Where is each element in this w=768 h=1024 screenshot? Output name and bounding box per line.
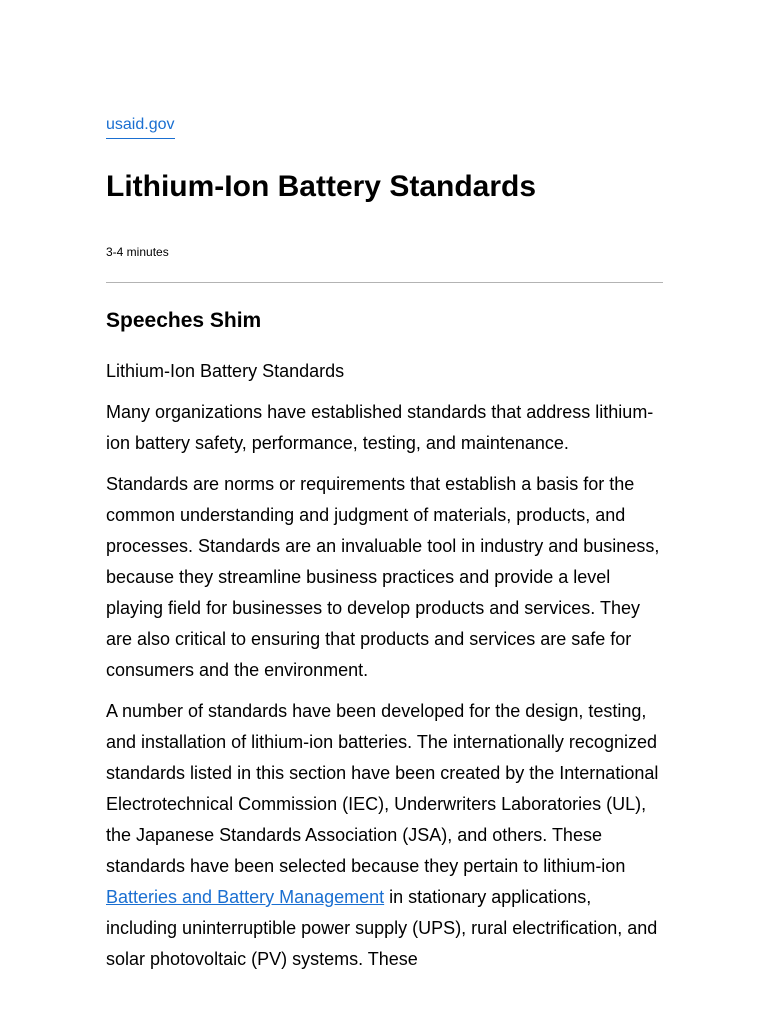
paragraph-intro: Many organizations have established standards that address lithium-ion battery safety, performance, testing, and maintenance.	[106, 402, 654, 453]
paragraph-standards-definition: Standards are norms or requirements that establish a basis for the common understanding and judgment of materials, products, and processes. Standards are an invaluable tool in industry and business, because they streamline business practices and provide a level playing field for businesses to develop products and services. They are also critical to ensuring that products and services are safe for consumers and the environment.	[106, 474, 660, 680]
divider	[106, 282, 663, 283]
paragraph-standards-developed	[106, 696, 663, 975]
paragraph-text-before-link: A number of standards have been developed for the design, testing, and installation of lithium-ion batteries. The internationally recognized standards listed in this section have been created by the International Electrotechnical Commission (IEC), Underwriters Laboratories (UL), the Japanese Standards Association (JSA), and others. These standards have been selected because they pertain to lithium-ion	[106, 701, 659, 876]
paragraph-text-after-link: in stationary applications, including uninterruptible power supply (UPS), rural electrification, and solar photovoltaic (PV) systems. These	[106, 887, 658, 969]
source-link[interactable]: usaid.gov	[106, 114, 175, 139]
article-body	[106, 356, 663, 985]
page-title: Lithium-Ion Battery Standards	[106, 170, 537, 203]
paragraph-subtitle: Lithium-Ion Battery Standards	[106, 361, 345, 381]
section-heading: Speeches Shim	[106, 309, 262, 332]
batteries-management-link[interactable]: Batteries and Battery Management	[106, 887, 385, 907]
reading-time: 3-4 minutes	[106, 245, 169, 259]
